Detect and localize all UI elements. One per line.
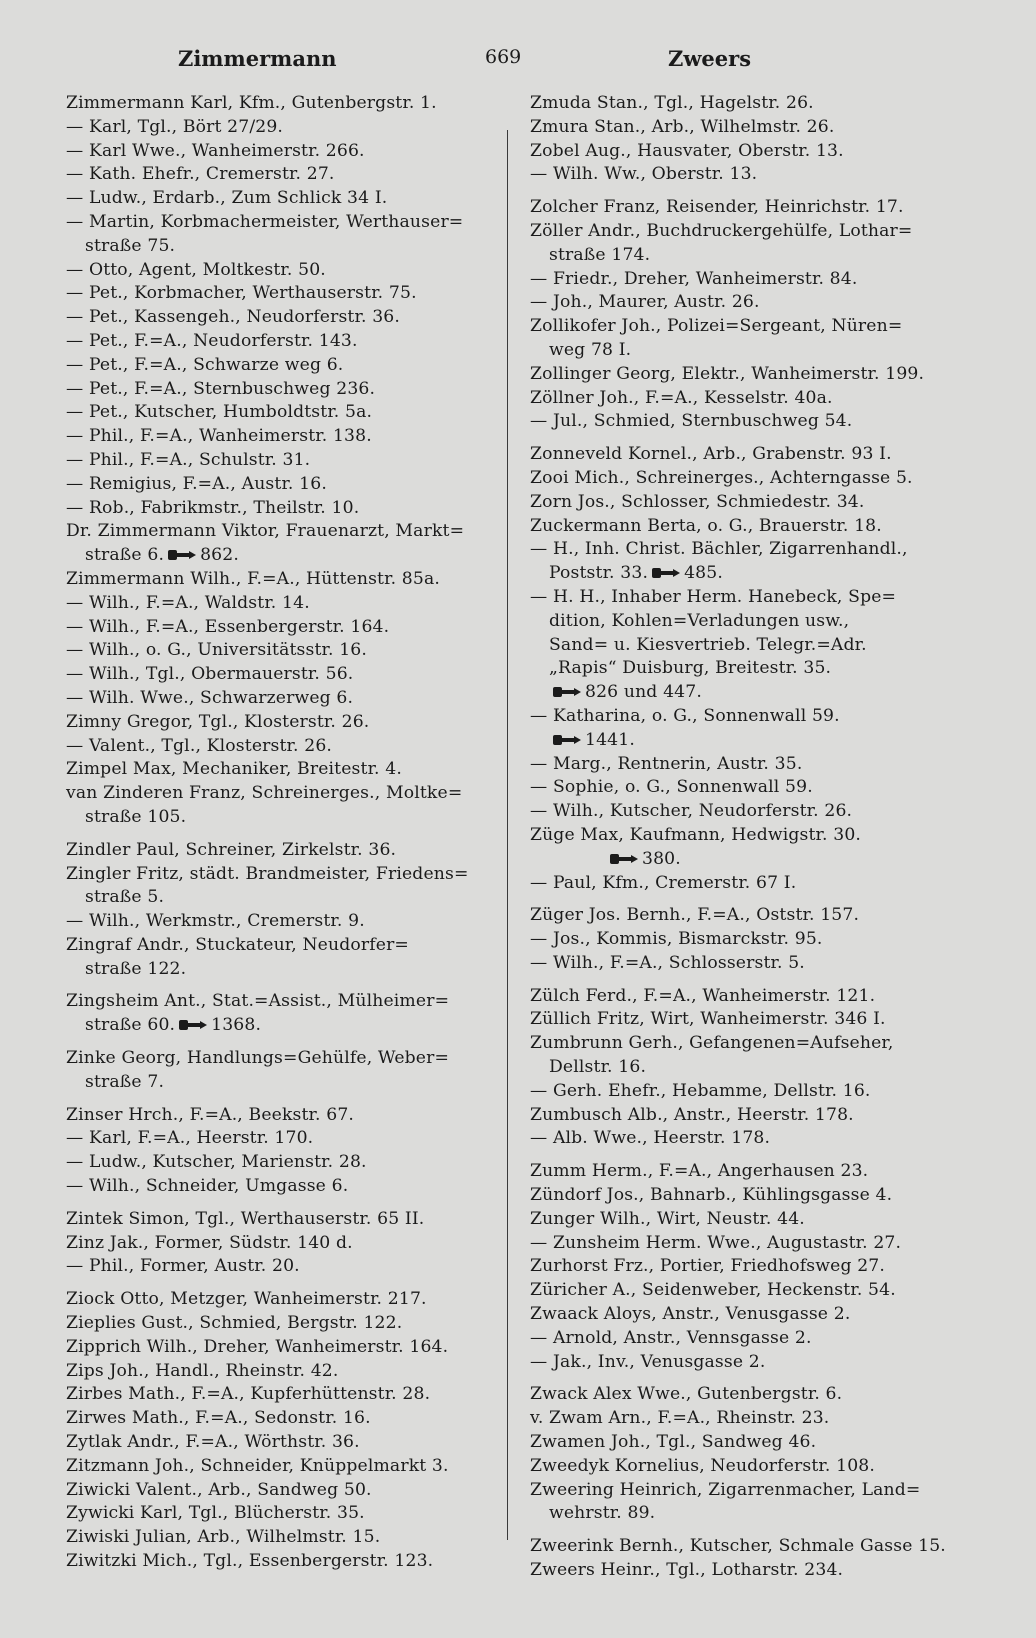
directory-entry bbox=[66, 1550, 504, 1574]
directory-entry bbox=[530, 163, 968, 187]
entry-text: Zweedyk Kornelius, Neudorferstr. 108. bbox=[530, 1455, 875, 1476]
directory-entry bbox=[530, 1160, 968, 1184]
directory-entry bbox=[530, 681, 968, 705]
entry-text: — Alb. Wwe., Heerstr. 178. bbox=[530, 1128, 771, 1149]
entry-text: Zinke Georg, Handlungs=Gehülfe, Weber= bbox=[66, 1048, 450, 1069]
directory-entry bbox=[530, 339, 968, 363]
entry-text: Zips Joh., Handl., Rheinstr. 42. bbox=[66, 1360, 339, 1381]
entry-text: Zywicki Karl, Tgl., Blücherstr. 35. bbox=[66, 1503, 365, 1524]
entry-text: — Phil., F.=A., Wanheimerstr. 138. bbox=[66, 426, 372, 447]
directory-entry bbox=[66, 92, 504, 116]
directory-entry bbox=[530, 1255, 968, 1279]
entry-text: Zimny Gregor, Tgl., Klosterstr. 26. bbox=[66, 711, 370, 732]
entry-text: dition, Kohlen=Verladungen usw., bbox=[549, 610, 850, 631]
directory-entry bbox=[530, 1535, 968, 1559]
directory-entry bbox=[530, 443, 968, 467]
directory-entry bbox=[530, 1431, 968, 1455]
entry-text: Zieplies Gust., Schmied, Bergstr. 122. bbox=[66, 1313, 403, 1334]
directory-entry bbox=[66, 1208, 504, 1232]
directory-entry bbox=[530, 1104, 968, 1128]
directory-entry bbox=[66, 1312, 504, 1336]
entry-text: Zitzmann Joh., Schneider, Knüppelmarkt 3. bbox=[66, 1455, 449, 1476]
directory-entry bbox=[530, 387, 968, 411]
directory-entry bbox=[66, 910, 504, 934]
entry-text: Zülch Ferd., F.=A., Wanheimerstr. 121. bbox=[530, 985, 876, 1006]
entry-text: Zimpel Max, Mechaniker, Breitestr. 4. bbox=[66, 759, 402, 780]
directory-entry bbox=[66, 886, 504, 910]
telephone-icon bbox=[552, 734, 582, 746]
directory-entry bbox=[66, 1407, 504, 1431]
directory-entry bbox=[66, 187, 504, 211]
directory-entry bbox=[530, 1327, 968, 1351]
directory-entry bbox=[530, 244, 968, 268]
directory-entry bbox=[530, 538, 968, 562]
directory-entry bbox=[530, 1232, 968, 1256]
entry-text: — Otto, Agent, Moltkestr. 50. bbox=[66, 259, 326, 280]
directory-entry bbox=[66, 497, 504, 521]
directory-entry bbox=[66, 934, 504, 958]
entry-text: — Wilh., Tgl., Obermauerstr. 56. bbox=[66, 664, 354, 685]
entry-text: — Wilh., F.=A., Essenbergerstr. 164. bbox=[66, 616, 390, 637]
entry-text: straße 60. bbox=[85, 1015, 176, 1036]
entry-text: Zinz Jak., Former, Südstr. 140 d. bbox=[66, 1232, 353, 1253]
directory-entry bbox=[66, 116, 504, 140]
directory-entry bbox=[530, 1455, 968, 1479]
entry-text: Zollinger Georg, Elektr., Wanheimerstr. 199. bbox=[530, 363, 925, 384]
right-column bbox=[530, 92, 968, 1583]
directory-entry bbox=[66, 473, 504, 497]
directory-entry bbox=[530, 116, 968, 140]
directory-entry bbox=[530, 586, 968, 610]
directory-entry bbox=[66, 1336, 504, 1360]
page-number: 669 bbox=[485, 46, 522, 68]
directory-entry bbox=[530, 1184, 968, 1208]
directory-entry bbox=[530, 904, 968, 928]
directory-entry bbox=[530, 753, 968, 777]
directory-entry bbox=[66, 1104, 504, 1128]
telephone-icon bbox=[178, 1019, 208, 1031]
entry-text: Züge Max, Kaufmann, Hedwigstr. 30. bbox=[530, 824, 862, 845]
entry-text: — Karl, F.=A., Heerstr. 170. bbox=[66, 1128, 314, 1149]
entry-text: — Katharina, o. G., Sonnenwall 59. bbox=[530, 705, 840, 726]
entry-text: — Wilh., F.=A., Waldstr. 14. bbox=[66, 592, 310, 613]
directory-entry bbox=[66, 1360, 504, 1384]
header-left-title: Zimmermann bbox=[178, 46, 337, 71]
entry-text: — Joh., Maurer, Austr. 26. bbox=[530, 292, 760, 313]
directory-entry bbox=[66, 592, 504, 616]
entry-text: — Arnold, Anstr., Vennsgasse 2. bbox=[530, 1327, 812, 1348]
entry-text: — Pet., F.=A., Schwarze weg 6. bbox=[66, 354, 344, 375]
entry-text: — Karl, Tgl., Bört 27/29. bbox=[66, 116, 284, 137]
directory-entry bbox=[530, 657, 968, 681]
entry-text: Zollikofer Joh., Polizei=Sergeant, Nüren= bbox=[530, 316, 903, 337]
entry-text: Ziwitzki Mich., Tgl., Essenbergerstr. 123. bbox=[66, 1551, 434, 1572]
directory-entry bbox=[66, 449, 504, 473]
entry-text: — Ludw., Erdarb., Zum Schlick 34 I. bbox=[66, 188, 388, 209]
entry-text: Ziwiski Julian, Arb., Wilhelmstr. 15. bbox=[66, 1527, 381, 1548]
directory-entry bbox=[66, 1455, 504, 1479]
entry-text: Zytlak Andr., F.=A., Wörthstr. 36. bbox=[66, 1432, 360, 1453]
directory-entry bbox=[530, 1351, 968, 1375]
directory-entry bbox=[530, 610, 968, 634]
phone-number: 1368. bbox=[211, 1015, 262, 1036]
entry-text: Zöllner Joh., F.=A., Kesselstr. 40a. bbox=[530, 387, 833, 408]
directory-entry bbox=[530, 291, 968, 315]
directory-entry bbox=[530, 220, 968, 244]
entry-text: Zwamen Joh., Tgl., Sandweg 46. bbox=[530, 1432, 817, 1453]
entry-text: — H. H., Inhaber Herm. Hanebeck, Spe= bbox=[530, 586, 897, 607]
directory-entry bbox=[530, 140, 968, 164]
entry-text: — Pet., F.=A., Neudorferstr. 143. bbox=[66, 330, 358, 351]
directory-entry bbox=[530, 1056, 968, 1080]
entry-text: — Friedr., Dreher, Wanheimerstr. 84. bbox=[530, 268, 858, 289]
directory-entry bbox=[530, 952, 968, 976]
entry-text: — Phil., F.=A., Schulstr. 31. bbox=[66, 449, 311, 470]
entry-text: straße 75. bbox=[85, 235, 176, 256]
phone-number: 1441. bbox=[585, 729, 635, 750]
entry-text: — H., Inh. Christ. Bächler, Zigarrenhandl., bbox=[530, 539, 908, 560]
directory-entry bbox=[66, 378, 504, 402]
entry-text: Zmuda Stan., Tgl., Hagelstr. 26. bbox=[530, 93, 814, 113]
entry-text: — Remigius, F.=A., Austr. 16. bbox=[66, 473, 327, 494]
directory-entry bbox=[66, 140, 504, 164]
entry-text: straße 174. bbox=[549, 244, 651, 265]
entry-text: — Gerh. Ehefr., Hebamme, Dellstr. 16. bbox=[530, 1080, 871, 1101]
directory-entry bbox=[66, 544, 504, 568]
directory-entry bbox=[530, 196, 968, 220]
directory-entry bbox=[530, 315, 968, 339]
directory-entry bbox=[66, 259, 504, 283]
entry-text: van Zinderen Franz, Schreinerges., Moltke= bbox=[66, 783, 463, 804]
directory-entry bbox=[66, 687, 504, 711]
directory-entry bbox=[66, 958, 504, 982]
directory-entry bbox=[530, 467, 968, 491]
entry-text: — Sophie, o. G., Sonnenwall 59. bbox=[530, 777, 813, 798]
entry-text: straße 7. bbox=[85, 1071, 165, 1092]
directory-entry bbox=[66, 1014, 504, 1038]
directory-entry bbox=[530, 1303, 968, 1327]
directory-entry bbox=[66, 330, 504, 354]
directory-entry bbox=[530, 562, 968, 586]
entry-text: — Martin, Korbmachermeister, Werthauser= bbox=[66, 211, 464, 232]
directory-entry bbox=[530, 1127, 968, 1151]
entry-text: Poststr. 33. bbox=[549, 563, 649, 584]
entry-text: — Rob., Fabrikmstr., Theilstr. 10. bbox=[66, 497, 360, 518]
entry-text: Zumbrunn Gerh., Gefangenen=Aufseher, bbox=[530, 1033, 894, 1054]
entry-text: Züricher A., Seidenweber, Heckenstr. 54. bbox=[530, 1280, 896, 1301]
entry-text: Ziwicki Valent., Arb., Sandweg 50. bbox=[66, 1479, 372, 1500]
directory-entry bbox=[66, 616, 504, 640]
entry-text: Zintek Simon, Tgl., Werthauserstr. 65 II. bbox=[66, 1208, 425, 1229]
entry-text: — Phil., Former, Austr. 20. bbox=[66, 1256, 300, 1277]
directory-entry bbox=[530, 800, 968, 824]
entry-text: Zumm Herm., F.=A., Angerhausen 23. bbox=[530, 1161, 869, 1182]
directory-entry bbox=[66, 425, 504, 449]
entry-text: — Jak., Inv., Venusgasse 2. bbox=[530, 1351, 766, 1372]
entry-text: — Wilh., Kutscher, Neudorferstr. 26. bbox=[530, 801, 853, 822]
entry-text: — Kath. Ehefr., Cremerstr. 27. bbox=[66, 164, 335, 185]
entry-text: Zipprich Wilh., Dreher, Wanheimerstr. 164. bbox=[66, 1336, 449, 1357]
entry-text: Zöller Andr., Buchdruckergehülfe, Lothar= bbox=[530, 220, 913, 241]
entry-text: Zimmermann Wilh., F.=A., Hüttenstr. 85a. bbox=[66, 568, 440, 589]
directory-entry bbox=[66, 863, 504, 887]
directory-entry bbox=[66, 1479, 504, 1503]
directory-entry bbox=[530, 410, 968, 434]
directory-entry bbox=[530, 634, 968, 658]
entry-text: Zurhorst Frz., Portier, Friedhofsweg 27. bbox=[530, 1256, 885, 1277]
phone-number: 380. bbox=[642, 848, 681, 869]
entry-text: straße 122. bbox=[85, 958, 187, 979]
directory-entry bbox=[66, 520, 504, 544]
directory-entry bbox=[66, 401, 504, 425]
directory-entry bbox=[66, 1151, 504, 1175]
entry-text: Zingraf Andr., Stuckateur, Neudorfer= bbox=[66, 934, 409, 955]
directory-entry bbox=[530, 363, 968, 387]
directory-entry bbox=[66, 639, 504, 663]
telephone-icon bbox=[167, 549, 197, 561]
directory-entry bbox=[66, 568, 504, 592]
entry-text: Ziock Otto, Metzger, Wanheimerstr. 217. bbox=[66, 1289, 427, 1310]
entry-text: — Wilh., Schneider, Umgasse 6. bbox=[66, 1176, 349, 1197]
entry-text: Dr. Zimmermann Viktor, Frauenarzt, Markt= bbox=[66, 521, 465, 542]
entry-text: — Pet., Korbmacher, Werthauserstr. 75. bbox=[66, 283, 417, 304]
entry-text: — Ludw., Kutscher, Marienstr. 28. bbox=[66, 1152, 367, 1173]
directory-entry bbox=[66, 1383, 504, 1407]
entry-text: — Jul., Schmied, Sternbuschweg 54. bbox=[530, 411, 853, 432]
directory-entry bbox=[66, 1047, 504, 1071]
entry-text: Zooi Mich., Schreinerges., Achterngasse 5. bbox=[530, 467, 913, 488]
directory-entry bbox=[530, 1032, 968, 1056]
telephone-icon bbox=[609, 853, 639, 865]
directory-entry bbox=[530, 1208, 968, 1232]
phone-number: 485. bbox=[684, 563, 723, 584]
directory-entry bbox=[530, 1383, 968, 1407]
entry-text: Züger Jos. Bernh., F.=A., Oststr. 157. bbox=[530, 905, 860, 926]
directory-entry bbox=[66, 211, 504, 235]
directory-entry bbox=[530, 1279, 968, 1303]
directory-entry bbox=[66, 839, 504, 863]
entry-text: — Zunsheim Herm. Wwe., Augustastr. 27. bbox=[530, 1232, 902, 1253]
entry-text: — Wilh. Ww., Oberstr. 13. bbox=[530, 164, 758, 185]
directory-entry bbox=[66, 1071, 504, 1095]
entry-text: Zuckermann Berta, o. G., Brauerstr. 18. bbox=[530, 515, 882, 536]
entry-text: Zweering Heinrich, Zigarrenmacher, Land= bbox=[530, 1479, 921, 1500]
entry-text: — Wilh., F.=A., Schlosserstr. 5. bbox=[530, 952, 805, 973]
directory-entry bbox=[530, 1502, 968, 1526]
page-header bbox=[60, 44, 976, 74]
entry-text: Züllich Fritz, Wirt, Wanheimerstr. 346 I. bbox=[530, 1009, 886, 1030]
directory-entry bbox=[530, 1479, 968, 1503]
entry-text: Zwack Alex Wwe., Gutenbergstr. 6. bbox=[530, 1384, 843, 1405]
directory-entry bbox=[66, 663, 504, 687]
entry-text: — Valent., Tgl., Klosterstr. 26. bbox=[66, 735, 333, 756]
entry-text: Zobel Aug., Hausvater, Oberstr. 13. bbox=[530, 140, 844, 161]
entry-text: — Paul, Kfm., Cremerstr. 67 I. bbox=[530, 872, 797, 893]
entry-text: — Jos., Kommis, Bismarckstr. 95. bbox=[530, 929, 823, 950]
directory-entry bbox=[66, 990, 504, 1014]
directory-entry bbox=[530, 1407, 968, 1431]
directory-entry bbox=[530, 1559, 968, 1583]
entry-text: v. Zwam Arn., F.=A., Rheinstr. 23. bbox=[530, 1408, 830, 1429]
column-divider bbox=[507, 130, 508, 1540]
entry-text: — Wilh. Wwe., Schwarzerweg 6. bbox=[66, 687, 354, 708]
left-column bbox=[66, 92, 504, 1574]
directory-entry bbox=[530, 824, 968, 848]
entry-text: „Rapis“ Duisburg, Breitestr. 35. bbox=[549, 658, 832, 679]
entry-text: — Karl Wwe., Wanheimerstr. 266. bbox=[66, 140, 365, 161]
directory-entry bbox=[66, 1255, 504, 1279]
entry-text: Zingsheim Ant., Stat.=Assist., Mülheimer= bbox=[66, 991, 450, 1012]
directory-entry bbox=[530, 1080, 968, 1104]
directory-entry bbox=[530, 515, 968, 539]
entry-text: Zirbes Math., F.=A., Kupferhüttenstr. 28. bbox=[66, 1384, 431, 1405]
directory-entry bbox=[530, 985, 968, 1009]
entry-text: straße 5. bbox=[85, 887, 165, 908]
entry-text: Zündorf Jos., Bahnarb., Kühlingsgasse 4. bbox=[530, 1185, 893, 1206]
entry-text: Zweerink Bernh., Kutscher, Schmale Gasse 15. bbox=[530, 1536, 946, 1557]
directory-entry bbox=[66, 354, 504, 378]
directory-entry bbox=[66, 282, 504, 306]
entry-text: weg 78 I. bbox=[549, 339, 632, 360]
entry-text: Zorn Jos., Schlosser, Schmiedestr. 34. bbox=[530, 491, 865, 512]
directory-entry bbox=[66, 1288, 504, 1312]
entry-text: Zonneveld Kornel., Arb., Grabenstr. 93 I. bbox=[530, 444, 892, 465]
directory-entry bbox=[66, 758, 504, 782]
entry-text: — Marg., Rentnerin, Austr. 35. bbox=[530, 753, 803, 774]
entry-text: Zumbusch Alb., Anstr., Heerstr. 178. bbox=[530, 1104, 854, 1125]
directory-entry bbox=[66, 735, 504, 759]
directory-entry bbox=[66, 806, 504, 830]
directory-entry bbox=[66, 782, 504, 806]
directory-entry bbox=[530, 776, 968, 800]
entry-text: Zweers Heinr., Tgl., Lotharstr. 234. bbox=[530, 1560, 844, 1581]
directory-entry bbox=[530, 872, 968, 896]
directory-entry bbox=[66, 1526, 504, 1550]
entry-text: — Wilh., Werkmstr., Cremerstr. 9. bbox=[66, 911, 365, 932]
entry-text: Dellstr. 16. bbox=[549, 1057, 647, 1078]
entry-text: Zolcher Franz, Reisender, Heinrichstr. 17. bbox=[530, 197, 904, 218]
entry-text: — Pet., Kassengeh., Neudorferstr. 36. bbox=[66, 307, 400, 328]
phone-number: 862. bbox=[200, 545, 239, 566]
directory-entry bbox=[530, 491, 968, 515]
directory-entry bbox=[530, 268, 968, 292]
directory-entry bbox=[66, 1127, 504, 1151]
entry-text: Zmura Stan., Arb., Wilhelmstr. 26. bbox=[530, 116, 835, 137]
entry-text: Zingler Fritz, städt. Brandmeister, Friedens= bbox=[66, 863, 469, 884]
entry-text: Zwaack Aloys, Anstr., Venusgasse 2. bbox=[530, 1304, 851, 1325]
entry-text: straße 105. bbox=[85, 806, 187, 827]
entry-text: Zunger Wilh., Wirt, Neustr. 44. bbox=[530, 1208, 805, 1229]
entry-text: Zimmermann Karl, Kfm., Gutenbergstr. 1. bbox=[66, 93, 437, 113]
directory-entry bbox=[530, 705, 968, 729]
directory-entry bbox=[66, 1502, 504, 1526]
header-right-title: Zweers bbox=[668, 46, 752, 71]
entry-text: Zirwes Math., F.=A., Sedonstr. 16. bbox=[66, 1408, 371, 1429]
directory-entry bbox=[530, 729, 968, 753]
telephone-icon bbox=[651, 567, 681, 579]
directory-entry bbox=[66, 235, 504, 259]
entry-text: — Wilh., o. G., Universitätsstr. 16. bbox=[66, 640, 368, 661]
phone-number: 826 und 447. bbox=[585, 682, 702, 703]
telephone-icon bbox=[552, 686, 582, 698]
entry-text: Zindler Paul, Schreiner, Zirkelstr. 36. bbox=[66, 839, 397, 860]
directory-entry bbox=[66, 1175, 504, 1199]
directory-entry bbox=[66, 711, 504, 735]
entry-text: wehrstr. 89. bbox=[549, 1503, 656, 1524]
entry-text: straße 6. bbox=[85, 545, 165, 566]
directory-entry bbox=[530, 848, 968, 872]
directory-entry bbox=[66, 1232, 504, 1256]
directory-entry bbox=[530, 928, 968, 952]
directory-entry bbox=[530, 92, 968, 116]
entry-text: — Pet., Kutscher, Humboldtstr. 5a. bbox=[66, 402, 373, 423]
directory-entry bbox=[66, 1431, 504, 1455]
entry-text: Zinser Hrch., F.=A., Beekstr. 67. bbox=[66, 1104, 355, 1125]
entry-text: Sand= u. Kiesvertrieb. Telegr.=Adr. bbox=[549, 634, 867, 655]
entry-text: — Pet., F.=A., Sternbuschweg 236. bbox=[66, 378, 376, 399]
directory-entry bbox=[66, 306, 504, 330]
directory-entry bbox=[530, 1008, 968, 1032]
directory-entry bbox=[66, 163, 504, 187]
